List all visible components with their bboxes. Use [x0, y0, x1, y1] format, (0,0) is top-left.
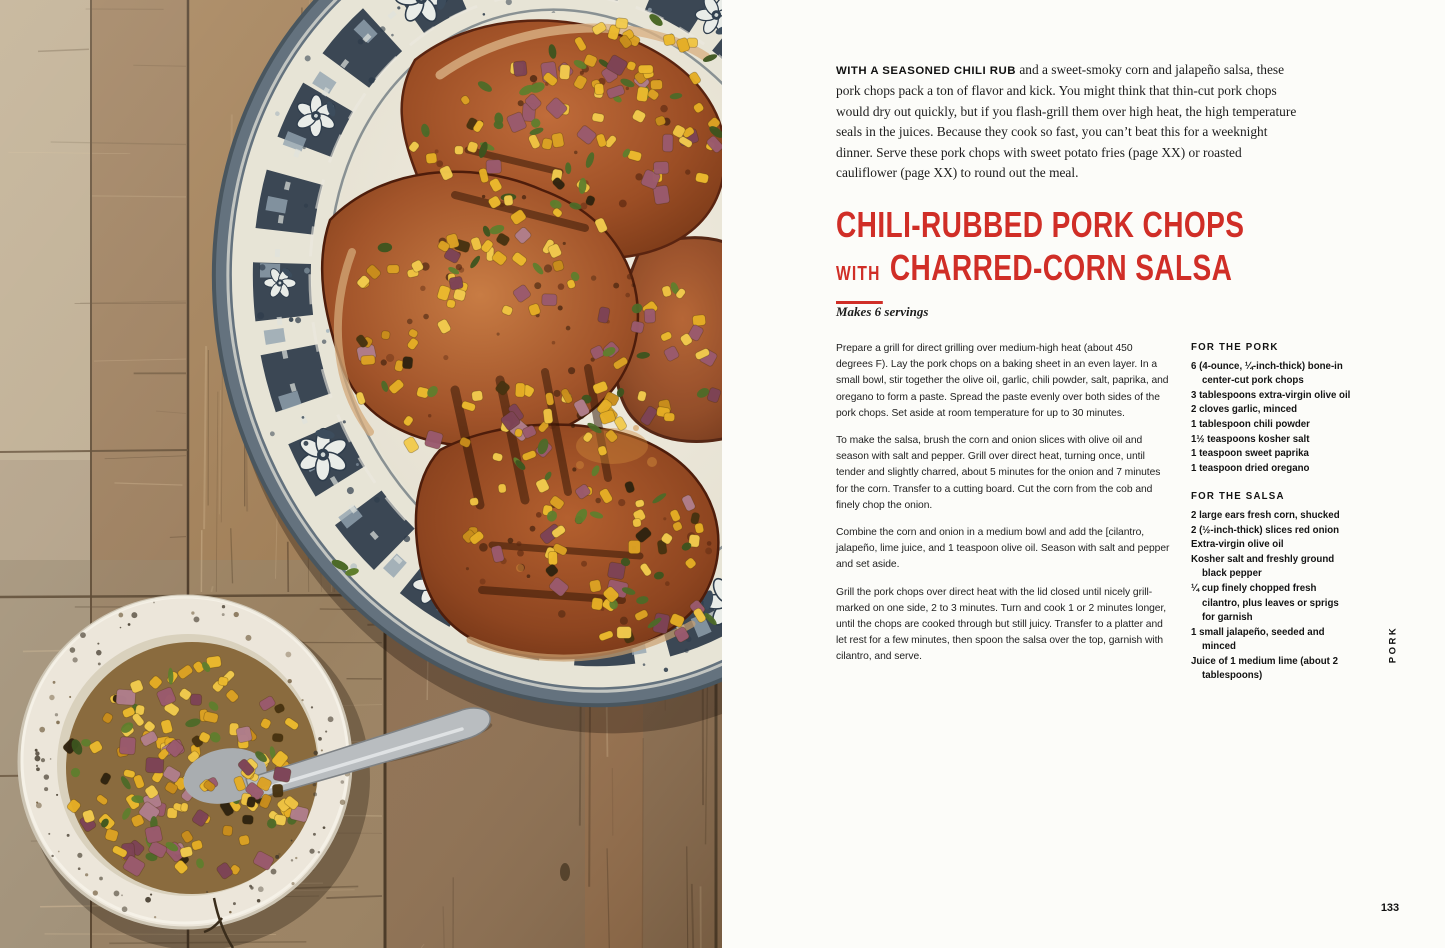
title-line-2 — [836, 246, 1244, 304]
ingredient-item: 3 tablespoons extra-virgin olive oil — [1191, 389, 1351, 401]
title-with-word: WITH — [836, 253, 883, 304]
title-line-2-text: CHARRED-CORN SALSA — [889, 247, 1233, 288]
ingredient-item: 6 (4-ounce, ¼-inch-thick) bone-in center-cut pork chops — [1191, 360, 1343, 387]
recipe-title — [836, 203, 1360, 304]
ingredient-item: 2 large ears fresh corn, shucked — [1191, 509, 1340, 521]
intro-text: and a sweet-smoky corn and jalapeño salsa, these pork chops pack a ton of flavor and kick. You might think that thin-cut pork chops would dry out quickly, but if you flash-grill them over high heat, the high temperature seals in the juices. Because they cook so fast, you can’t beat this for a weeknight dinner. Serve these pork chops with sweet potato fries (page XX) or roasted cauliflower (page XX) to round out the meal. — [836, 62, 1297, 181]
page-number: 133 — [1380, 902, 1400, 914]
ingredient-item: 1½ teaspoons kosher salt — [1191, 433, 1310, 445]
ingredients-header-salsa: FOR THE SALSA — [1191, 491, 1285, 503]
step-paragraph-1: Prepare a grill for direct grilling over medium-high heat (about 450 degrees F). Lay the pork chops on a baking sheet in an even layer. In a small bowl, stir together the olive oil, garlic, chili powder, salt, paprika, and oregano to form a paste. Spread the paste evenly over both sides of the pork chops. Set aside at room temperature for up to 30 minutes. — [836, 343, 1169, 419]
ingredient-item: Kosher salt and freshly ground black pepper — [1191, 553, 1335, 580]
intro-paragraph — [836, 60, 1300, 183]
chapter-tab-pork: PORK — [1387, 625, 1399, 664]
ingredient-item: 2 cloves garlic, minced — [1191, 404, 1298, 416]
ingredients-header-pork: FOR THE PORK — [1191, 342, 1279, 353]
ingredient-item: 1 small jalapeño, seeded and minced — [1191, 626, 1325, 653]
ingredient-item: 1 tablespoon chili powder — [1191, 418, 1310, 430]
step-paragraph-2: To make the salsa, brush the corn and onion slices with olive oil and season with salt and pepper. Grill over direct heat, turning once, until tender and slightly charred, about 5 minutes for the onion and 7 minutes for the corn. Transfer to a cutting board. Cut the corn from the cob and finely chop the onion. — [836, 435, 1161, 511]
step-paragraph-4: Grill the pork chops over direct heat with the lid closed until nicely grill-marked on one side, 2 to 3 minutes. Turn and cook 1 or 2 minutes longer, until the chops are cooked through but still juicy. Transfer to a platter and let rest for a few minutes, then spoon the salsa over the top, garnish with cilantro, and serve. — [836, 586, 1167, 663]
ingredient-item: 1 teaspoon dried oregano — [1191, 462, 1310, 474]
ingredient-item: 1 teaspoon sweet paprika — [1191, 448, 1309, 460]
intro-lead-in: WITH A SEASONED CHILI RUB — [836, 65, 1016, 77]
servings-line: Makes 6 servings — [836, 304, 929, 319]
ingredient-item: Extra-virgin olive oil — [1191, 539, 1284, 551]
ingredient-item: ¼ cup finely chopped fresh cilantro, plus leaves or sprigs for garnish — [1191, 582, 1339, 624]
ingredients-column — [1191, 341, 1351, 684]
ingredient-item: Juice of 1 medium lime (about 2 tablespoons) — [1191, 655, 1338, 682]
ingredient-item: 2 (½-inch-thick) slices red onion — [1191, 524, 1340, 536]
recipe-page — [722, 0, 1445, 948]
instructions-column — [836, 341, 1170, 677]
title-line-1: CHILI-RUBBED PORK CHOPS — [836, 204, 1245, 245]
step-paragraph-3: Combine the corn and onion in a medium bowl and add the [cilantro, jalapeño, lime juice, and 1 teaspoon olive oil. Season with salt and pepper and set aside. — [836, 527, 1170, 571]
